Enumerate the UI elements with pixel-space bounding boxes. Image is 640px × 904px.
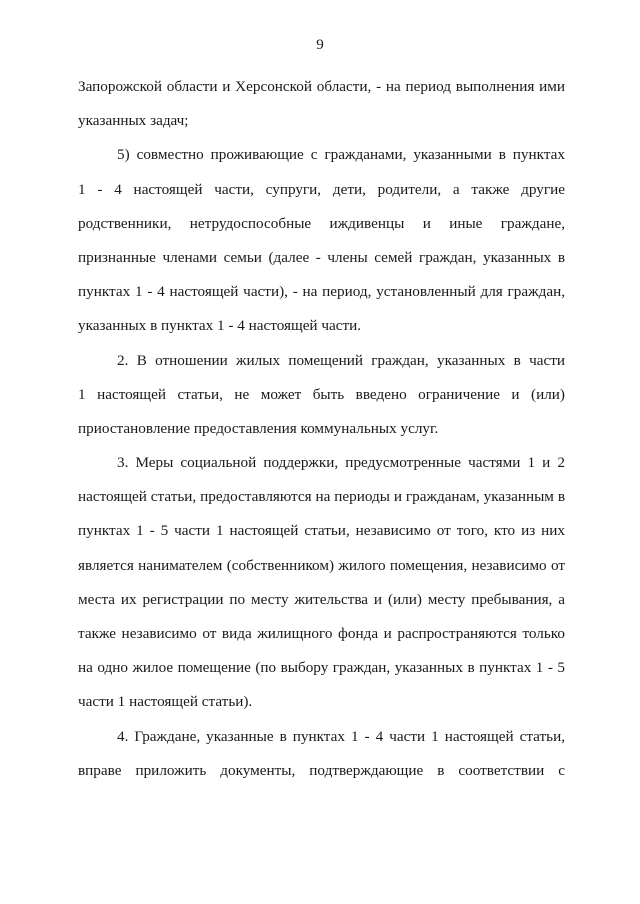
text-line: 1 настоящей статьи, не может быть введено ограничение и (или) — [78, 385, 565, 403]
text-line: признанные членами семьи (далее - члены семей граждан, указанных в — [78, 248, 565, 266]
text-line: 5) совместно проживающие с гражданами, указанными в пунктах — [117, 146, 565, 164]
text-line: пунктах 1 - 5 части 1 настоящей статьи, независимо от того, кто из них — [78, 522, 565, 540]
paragraph-part-4 — [78, 720, 565, 788]
page-number: 9 — [316, 37, 324, 53]
text-line: места их регистрации по месту жительства и (или) месту пребывания, а — [78, 590, 565, 608]
text-line: родственники, нетрудоспособные иждивенцы и иные граждане, — [78, 214, 565, 232]
text-line: части 1 настоящей статьи). — [78, 693, 253, 711]
text-line: настоящей статьи, предоставляются на периоды и гражданам, указанным в — [78, 488, 565, 506]
text-line: является нанимателем (собственником) жилого помещения, независимо от — [78, 556, 565, 574]
paragraph-part-3 — [78, 446, 565, 720]
document-body — [78, 70, 565, 788]
paragraph-item-5 — [78, 138, 565, 343]
text-line: 4. Граждане, указанные в пунктах 1 - 4 части 1 настоящей статьи, — [117, 727, 565, 745]
text-line: указанных задач; — [78, 112, 189, 130]
text-line: также независимо от вида жилищного фонда и распространяются только — [78, 625, 565, 642]
text-line: приостановление предоставления коммунальных услуг. — [78, 419, 439, 437]
text-line: 1 - 4 настоящей части, супруги, дети, родители, а также другие — [78, 180, 565, 198]
text-line: вправе приложить документы, подтверждающие в соответствии с — [78, 761, 565, 779]
text-line: 2. В отношении жилых помещений граждан, указанных в части — [117, 351, 565, 369]
paragraph-part-2 — [78, 344, 565, 447]
text-line: пунктах 1 - 4 настоящей части), - на период, установленный для граждан, — [78, 283, 565, 301]
paragraph-continuation — [78, 70, 565, 138]
text-line: 3. Меры социальной поддержки, предусмотренные частями 1 и 2 — [117, 454, 565, 472]
text-line: указанных в пунктах 1 - 4 настоящей части. — [78, 317, 362, 335]
text-line: на одно жилое помещение (по выбору граждан, указанных в пунктах 1 - 5 — [78, 659, 565, 677]
text-line: Запорожской области и Херсонской области, - на период выполнения ими — [78, 78, 565, 95]
